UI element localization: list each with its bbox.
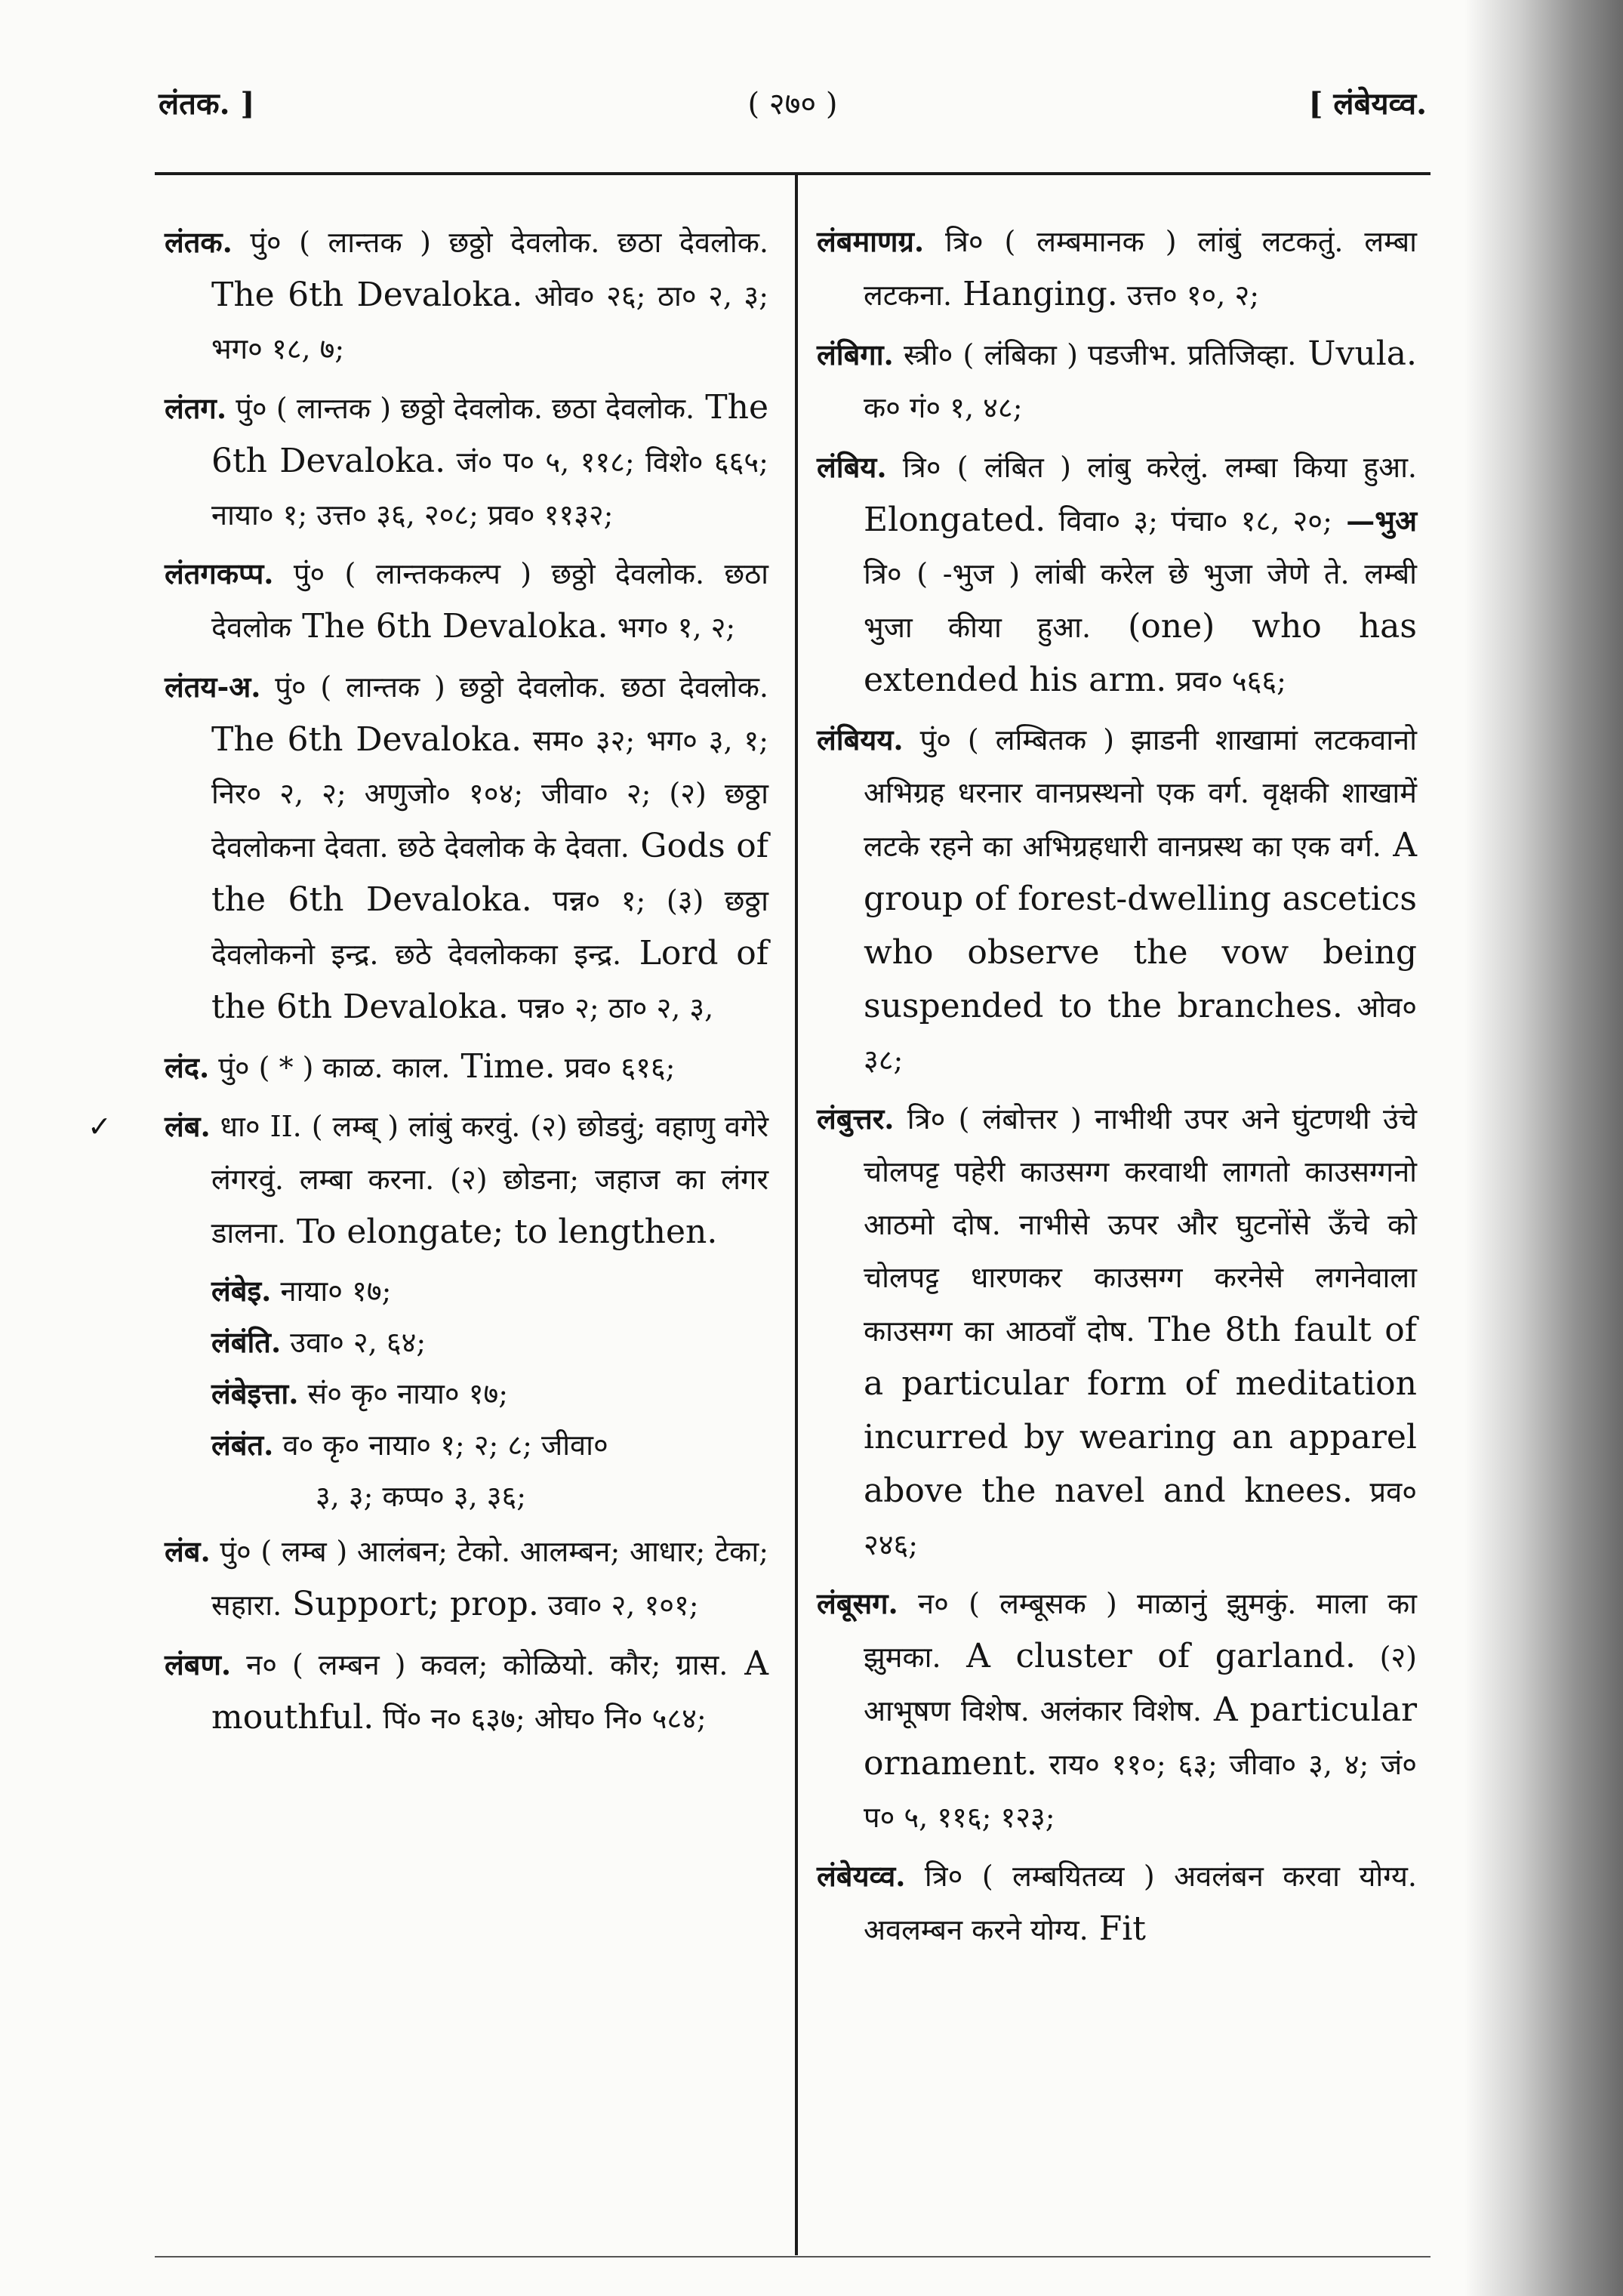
references: विवा० ३; पंचा० १८, २०; [1046,504,1332,538]
definition: त्रि० ( लंबोत्तर ) नाभीथी उपर अने घुंटणथी उंचे चोलपट्ट पहेरी काउसग्ग करवाथी लागतो काउसग्गनो आठमो दोष. नाभीसे ऊपर और घुटनोंसे ऊँचे को चोलपट्ट धारणकर काउसग्ग करनेसे लगनेवाला काउसग्ग का आठवाँ दोष. [864,1102,1417,1348]
footer-rule [155,2256,1431,2257]
headword: लंब. [165,1109,211,1143]
english-gloss: Hanging. [952,275,1118,313]
definition-2: (२) आभूषण विशेष. अलंकार विशेष. [864,1641,1417,1727]
english-gloss: A group of forest-dwelling ascetics who observe the vow being suspended to the branches. [864,826,1417,1025]
entry-lambiga [817,328,1417,434]
definition: न० ( लम्बन ) कवल; कोळियो. कौर; ग्रास. [231,1648,728,1681]
headword: लंतग. [165,391,227,425]
entry-lambiya [817,440,1417,707]
entry-landa [165,1040,768,1094]
definition: पुं० ( लम्बितक ) झाडनी शाखामां लटकवानो अभिग्रह धरनार वानप्रस्थनो एक वर्ग. वृक्षकी शाखामें लटके रहने का अभिग्रहधारी वानप्रस्थ का एक वर्ग. [864,723,1417,863]
compound-headword: —भुअ [1332,504,1417,538]
page-number: ( २७० ) [747,87,838,122]
english-gloss-2: A particular ornament. [864,1690,1417,1783]
sub-form [165,1265,768,1317]
entry-lambusaga [817,1577,1417,1844]
headword: लंबेयव्व. [817,1859,906,1893]
headword: लंबण. [165,1647,232,1681]
headword: लंबिय. [817,450,887,484]
sub-references: सं० कृ० नाया० १७; [298,1377,509,1410]
references-2: पन्न० १; (३) छठ्ठा देवलोकनो इन्द्र. छठे देवलोकका इन्द्र. [211,884,768,971]
english-gloss-3: Lord of the 6th Devaloka. [211,934,768,1026]
left-column [88,215,769,1751]
right-column [817,215,1417,1962]
english-gloss: Elongated. [864,501,1046,539]
references: जं० प० ५, ११८; विशे० ६६५; नाया० १; उत्त० ३६, २०८; प्रव० ११३२; [211,445,768,532]
references: ओव० २६; ठा० २, ३; भग० १८, ७; [211,279,768,365]
english-gloss: Time. [450,1047,556,1086]
english-gloss: Fit [1088,1909,1146,1948]
page-header [159,82,1427,142]
english-gloss: A mouthful. [211,1644,768,1737]
sub-references: उवा० २, ६४; [281,1326,427,1359]
english-gloss: Uvula. [1296,334,1417,373]
definition: पुं० ( लान्तक ) छठ्ठो देवलोक. छठा देवलोक. [232,226,768,259]
english-gloss: The 6th Devaloka. [291,607,608,646]
definition: न० ( लम्बूसक ) माळानुं झुमकुं. माला का झुमका. [864,1587,1417,1674]
entry-lambiyaya [817,713,1417,1086]
english-gloss: To elongate; to lengthen. [285,1213,718,1251]
english-gloss-2: Gods of the 6th Devaloka. [211,827,768,919]
sub-headword: लंबंति. [211,1325,282,1359]
sub-form [165,1317,768,1368]
references: उवा० २, १०१; [538,1589,699,1622]
headword: लंबमाणग्र. [817,224,925,258]
sub-form [165,1419,768,1471]
header-right-guide-word: [ लंबेयव्व. [1308,86,1427,122]
references: पिं० न० ६३७; ओघ० नि० ५८४; [374,1702,707,1735]
definition: पुं० ( लान्तककल्प ) छठ्ठो देवलोक. छठा देवलोक [211,557,768,644]
references: प्रव० २४६; [864,1475,1417,1561]
english-gloss: The 6th Devaloka. [211,388,769,480]
headword: लंबूसग. [817,1586,898,1620]
headword: लंतक. [165,225,233,259]
headword: लंद. [165,1050,210,1084]
references: राय० ११०; ६३; जीवा० ३, ४; जं० प० ५, ११६; १२३; [864,1748,1417,1834]
sub-form [165,1368,768,1419]
header-rule [155,172,1431,175]
compound-english-gloss: (one) who has extended his arm. [864,607,1417,699]
definition: त्रि० ( लंबित ) लांबु करेलुं. लम्बा किया हुआ. [886,451,1417,484]
headword: लंब. [165,1534,211,1568]
definition: पुं० ( लान्तक ) छठ्ठो देवलोक. छठा देवलोक. [226,392,695,425]
sub-headword: लंबंत. [211,1428,274,1462]
references: भग० १, २; [608,611,736,644]
references: उत्त० १०, २; [1117,279,1260,312]
definition: धा० II. ( लम्ब् ) लांबुं करवुं. (२) छोडवुं; वहाणु वगेरे लंगरवुं. लम्बा करना. (२) छोडना; जहाज का लंगर डालना. [210,1110,768,1250]
english-gloss: A cluster of garland. [941,1637,1356,1675]
column-divider [795,175,798,2255]
headword: लंबियय. [817,723,904,757]
definition: पुं० ( लम्ब ) आलंबन; टेको. आलम्बन; आधार; टेका; सहारा. [210,1535,768,1622]
references: क० गं० १, ४८; [864,391,1023,424]
sub-references: व० कृ० नाया० १; २; ८; जीवा० [273,1428,608,1462]
headword: लंबुत्तर. [817,1102,895,1136]
definition: त्रि० ( लम्बमानक ) लांबुं लटकतुं. लम्बा लटकना. [864,225,1417,312]
compound-references: प्रव० ५६६; [1166,664,1286,698]
entry-lambeyavva [817,1850,1417,1956]
definition: पुं० ( * ) काळ. काल. [209,1051,451,1084]
references-3: पन्न० २; ठा० २, ३, [508,991,714,1025]
book-spine-shadow [1464,0,1623,2296]
entry-lantagakappa [165,547,768,654]
sub-form-continued: ३, ३; कप्प० ३, ३६; [316,1480,527,1513]
definition: त्रि० ( लम्बयितव्य ) अवलंबन करवा योग्य. अवलम्बन करने योग्य. [864,1860,1417,1946]
english-gloss: The 6th Devaloka. [211,720,522,759]
header-left-guide-word: लंतक. ] [159,86,255,122]
compound-definition: त्रि० ( -भुज ) लांबी करेल छे भुजा जेणे ते. लम्बी भुजा कीया हुआ. [864,557,1417,644]
definition: स्त्री० ( लंबिका ) पडजीभ. प्रतिजिव्हा. [893,338,1297,371]
english-gloss: The 8th fault of a particular form of meditation incurred by wearing an apparel above the navel and knees. [864,1311,1417,1510]
references: सम० ३२; भग० ३, १; निर० २, २; अणुजो० १०४; जीवा० २; (२) छठ्ठा देवलोकना देवता. छठे देवलोक के देवता. [211,724,768,864]
entry-lantaya [165,660,768,1034]
entry-lambamanaga [817,215,1417,322]
headword: लंबिगा. [817,337,894,371]
english-gloss: Support; prop. [282,1585,539,1623]
headword: लंतगकप्प. [165,556,274,590]
definition: पुं० ( लान्तक ) छठ्ठो देवलोक. छठा देवलोक. [260,670,768,704]
sub-references: नाया० १७; [271,1274,392,1308]
references: ओव० ३८; [864,991,1417,1077]
entry-lantaka [165,215,768,375]
sub-headword: लंबेइ. [211,1274,272,1308]
references: प्रव० ६१६; [555,1051,676,1084]
entry-lamba-verb: ✓ लंब. धा० II. ( लम्ब् ) लांबुं करवुं. (२) छोडवुं; वहाणु वगेरे लंगरवुं. लम्बा करना. (२) छोडना; जहाज का लंगर डालना. To elongate; to lengthen. [88,1109,768,1251]
sub-headword: लंबेइत्ता. [211,1376,299,1410]
headword: लंतय-अ. [165,670,261,704]
entry-lamba-noun [165,1525,768,1632]
entry-lantaga [165,381,768,541]
english-gloss: The 6th Devaloka. [211,276,523,314]
entry-lambuttara [817,1093,1417,1571]
entry-lambana [165,1638,768,1745]
